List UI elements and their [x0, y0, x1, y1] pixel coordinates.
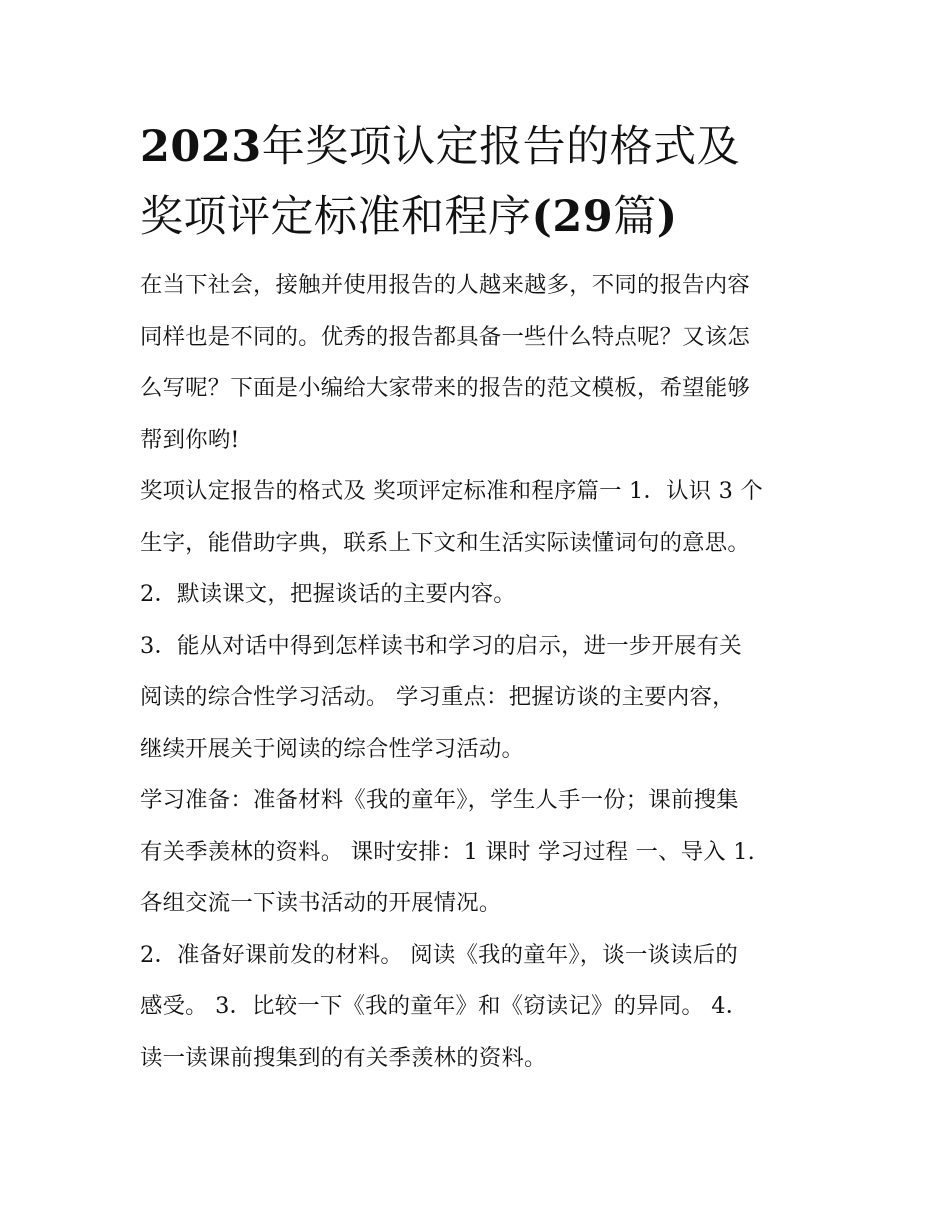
document-body [140, 112, 820, 1084]
title-unit: 篇 [613, 192, 657, 242]
paragraph-preparation: 学习准备：准备材料《我的童年》，学生人手一份；课前搜集 有关季羡林的资料。 课时安排：1 课时 学习过程 一、导入 1. 各组交流一下读书活动的开展情况。 [140, 787, 755, 916]
title-year: 2023 [140, 122, 262, 172]
paragraph-procedure: 2．准备好课前发的材料。 阅读《我的童年》，谈一谈读后的 感受。 3．比较一下《我的童年》和《窃读记》的异同。 4． 读一读课前搜集到的有关季羡林的资料。 [140, 941, 749, 1071]
title-close: ) [656, 192, 678, 242]
title-text: 年奖项认定报告的格式及 奖项评定标准和程序 [140, 122, 741, 242]
document-title [140, 112, 820, 252]
paragraph-intro: 在当下社会，接触并使用报告的人越来越多，不同的报告内容 同样也是不同的。优秀的报告都具备一些什么特点呢？又该怎 么写呢？下面是小编给大家带来的报告的范文模板，希望能够 帮到你哟! [140, 272, 750, 453]
paragraph-objective-2: 2．默读课文，把握谈话的主要内容。 [140, 581, 516, 607]
title-count: (29 [531, 192, 614, 242]
paragraph-objective-3: 3．能从对话中得到怎样读书和学习的启示，进一步开展有关 阅读的综合性学习活动。 学习重点：把握访谈的主要内容， 继续开展关于阅读的综合性学习活动。 [140, 632, 742, 762]
paragraph-objective-1: 奖项认定报告的格式及 奖项评定标准和程序篇一 1．认识 3 个 生字，能借助字典，联系上下文和生活实际读懂词句的意思。 [140, 478, 763, 556]
